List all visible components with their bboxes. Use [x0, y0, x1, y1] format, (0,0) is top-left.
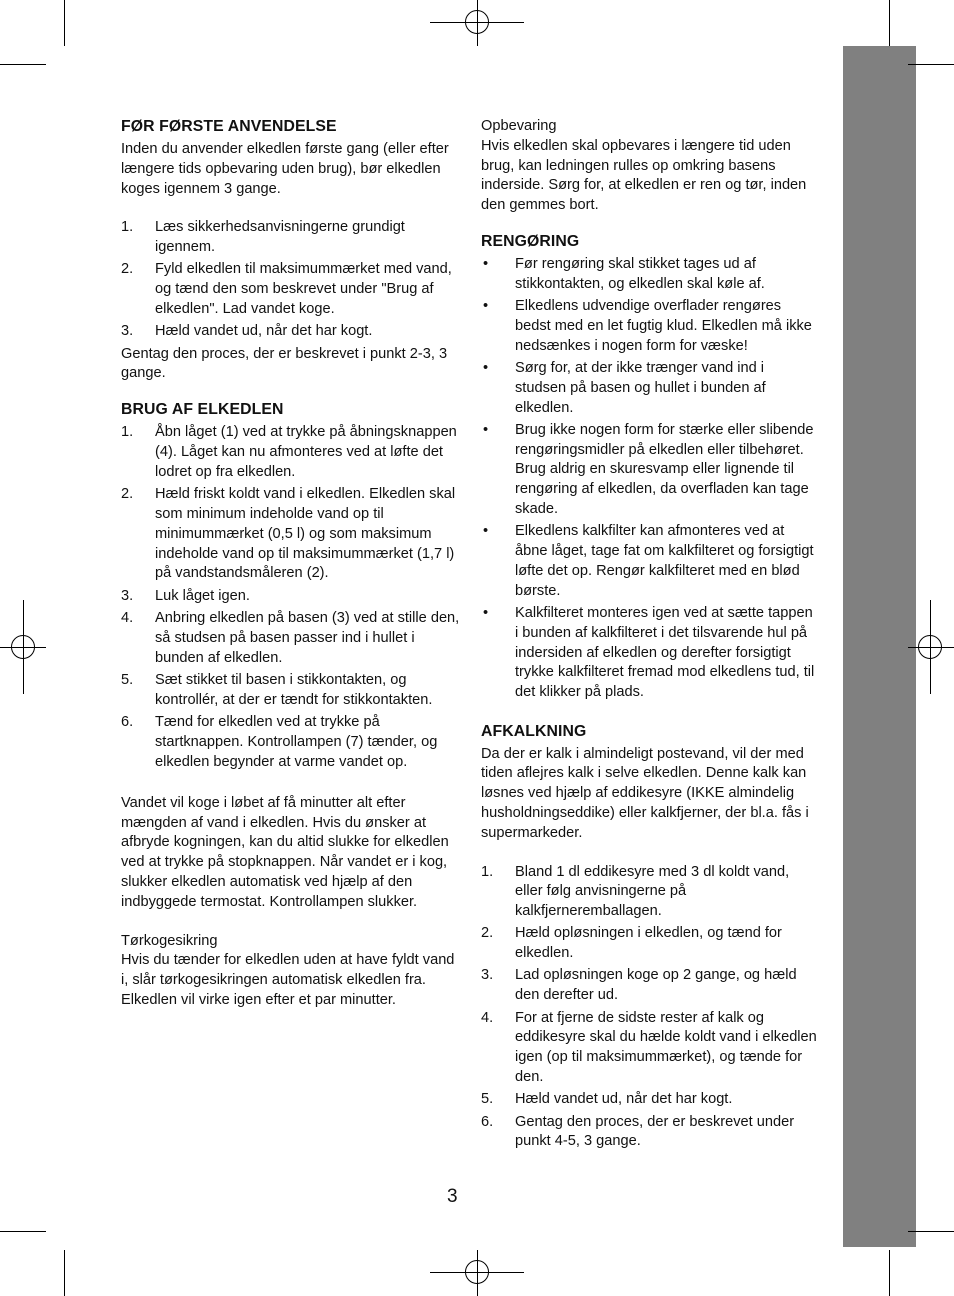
list-number: 3. [121, 587, 134, 604]
usage-step [121, 423, 461, 482]
list-number: 6. [481, 1113, 494, 1130]
bullet-icon: • [483, 523, 489, 540]
list-text: Kalkfilteret monteres igen ved at sætte tappen i bunden af kalkfilteret i det tilsvarende hul på indersiden af elkedlen og derefter forsigtigt trykke kalkfilteret fremad mod elkedlens tud, til det klikker på plads. [515, 605, 815, 701]
usage-paragraph: Vandet vil koge i løbet af få minutter alt efter mængden af vand i elkedlen. Hvis du ønsker at afbryde kogningen, kan du altid slukke for elkedlen ved at trykke på stopknappen. Når vandet er i kog, slukker elkedlen automatisk ved hjælp af den indbyggede termostat. Kontrollampen slukker. [121, 794, 449, 910]
list-text: Anbring elkedlen på basen (3) ved at stille den, så studsen på basen passer ind i hullet i bunden af elkedlen. [155, 609, 460, 666]
cleaning-item [481, 522, 819, 601]
descaling-step [481, 1113, 819, 1153]
first-use-intro: Inden du anvender elkedlen første gang (eller efter længere tids opbevaring uden brug), bør elkedlen koges igennem 3 gange. [121, 141, 449, 197]
first-use-step [121, 260, 461, 319]
section-title-cleaning: RENGØRING [481, 232, 580, 250]
right-column [481, 117, 819, 1155]
descaling-step [481, 966, 819, 1006]
list-number: 1. [121, 219, 134, 236]
list-text: Elkedlens kalkfilter kan afmonteres ved at åbne låget, tage fat om kalkfilteret og forsigtigt løfte det op. Rengør kalkfilteret med en blød børste. [515, 523, 814, 599]
list-number: 1. [121, 424, 134, 441]
bullet-icon: • [483, 298, 489, 315]
first-use-step [121, 322, 461, 342]
descaling-steps [481, 863, 819, 1153]
list-text: Sørg for, at der ikke trænger vand ind i studsen på basen og hullet i bunden af elkedlen. [515, 359, 766, 416]
dry-boil-paragraph: Hvis du tænder for elkedlen uden at have fyldt vand i, slår tørkogesikringen automatisk elkedlen fra. Elkedlen vil virke igen efter et par minutter. [121, 952, 455, 1008]
usage-step [121, 671, 461, 711]
usage-step [121, 485, 461, 584]
section-title-first-use: FØR FØRSTE ANVENDELSE [121, 118, 337, 135]
usage-step [121, 713, 461, 772]
list-number: 2. [121, 261, 134, 278]
subtitle-dry-boil: Tørkogesikring [121, 932, 218, 949]
list-text: Hæld vandet ud, når det har kogt. [515, 1091, 733, 1108]
first-use-step [121, 218, 461, 258]
side-tab [843, 46, 916, 1247]
list-text: Brug ikke nogen form for stærke eller slibende rengøringsmidler på elkedlen eller tilbehøret. Brug aldrig en skuresvamp eller lignende til rengøring af elkedlen, da overfladen kan tage skade. [515, 421, 814, 518]
usage-step [121, 587, 461, 607]
section-title-usage: BRUG AF ELKEDLEN [121, 401, 284, 419]
list-text: Elkedlens udvendige overflader rengøres bedst med en let fugtig klud. Elkedlen må ikke nedsænkes i nogen form for væske! [515, 298, 812, 354]
usage-step [121, 609, 461, 668]
list-number: 1. [481, 863, 494, 880]
bullet-icon: • [483, 359, 489, 376]
list-text: For at fjerne de sidste rester af kalk og eddikesyre skal du hælde koldt vand i elkedlen igen (op til maksimummærket), og tænde for den. [515, 1009, 817, 1085]
list-number: 4. [121, 609, 134, 626]
list-number: 5. [481, 1091, 494, 1108]
descaling-step [481, 1009, 819, 1088]
bullet-icon: • [483, 421, 489, 438]
bullet-icon: • [483, 605, 489, 622]
descaling-step [481, 863, 819, 922]
list-number: 2. [481, 925, 494, 942]
subtitle-storage: Opbevaring [481, 118, 557, 134]
list-text: Gentag den proces, der er beskrevet under punkt 4-5, 3 gange. [515, 1113, 795, 1150]
list-text: Sæt stikket til basen i stikkontakten, og kontrollér, at der er tændt for stikkontakten. [155, 671, 433, 708]
cleaning-item [481, 421, 819, 520]
list-text: Luk låget igen. [155, 587, 250, 604]
list-text: Hæld vandet ud, når det har kogt. [155, 323, 373, 340]
cleaning-item [481, 255, 819, 295]
page-number: 3 [447, 1186, 458, 1207]
list-text: Bland 1 dl eddikesyre med 3 dl koldt vand, eller følg anvisningerne på kalkfjerneremballagen. [515, 863, 790, 920]
storage-paragraph: Hvis elkedlen skal opbevares i længere tid uden brug, kan ledningen rulles op omkring basens inderside. Sørg for, at elkedlen er ren og tør, inden den gemmes bort. [481, 137, 807, 214]
section-title-descaling: AFKALKNING [481, 722, 587, 740]
list-text: Før rengøring skal stikket tages ud af stikkontakten, og elkedlen skal køle af. [515, 255, 765, 292]
usage-steps [121, 423, 461, 772]
list-text: Åbn låget (1) ved at trykke på åbningsknappen (4). Låget kan nu afmonteres ved at løfte det lodret op fra elkedlen. [155, 424, 457, 480]
list-text: Læs sikkerhedsanvisningerne grundigt igennem. [155, 219, 405, 256]
list-text: Fyld elkedlen til maksimummærket med vand, og tænd den som beskrevet under "Brug af elkedlen". Lad vandet koge. [155, 261, 452, 318]
cleaning-item [481, 604, 819, 703]
list-number: 6. [121, 713, 134, 730]
cleaning-bullets [481, 255, 819, 703]
list-number: 3. [121, 323, 134, 340]
list-number: 4. [481, 1009, 494, 1026]
first-use-outro: Gentag den proces, der er beskrevet i punkt 2-3, 3 gange. [121, 345, 448, 382]
descaling-step [481, 1090, 819, 1110]
list-text: Hæld opløsningen i elkedlen, og tænd for elkedlen. [515, 925, 782, 962]
descaling-intro: Da der er kalk i almindeligt postevand, vil der med tiden aflejres kalk i selve elkedlen. Denne kalk kan løsnes ved hjælp af eddikesyre (IKKE almindelig husholdningseddike) eller kalkfjerner, der bl.a. fås i supermarkeder. [481, 745, 809, 841]
cleaning-item [481, 359, 819, 418]
list-number: 2. [121, 486, 134, 503]
list-text: Lad opløsningen koge op 2 gange, og hæld den derefter ud. [515, 967, 797, 1004]
left-column [121, 117, 461, 1011]
list-text: Tænd for elkedlen ved at trykke på startknappen. Kontrollampen (7) tænder, og elkedlen begynder at varme vandet op. [155, 713, 438, 770]
first-use-steps [121, 218, 461, 342]
list-number: 5. [121, 671, 134, 688]
list-number: 3. [481, 967, 494, 984]
descaling-step [481, 924, 819, 964]
bullet-icon: • [483, 255, 489, 272]
cleaning-item [481, 297, 819, 356]
list-text: Hæld friskt koldt vand i elkedlen. Elkedlen skal som minimum indeholde vand op til minimummærket (0,5 l) og som maksimum indeholde vand op til maksimummærket (1,7 l) på vandstandsmåleren (2). [155, 486, 456, 582]
